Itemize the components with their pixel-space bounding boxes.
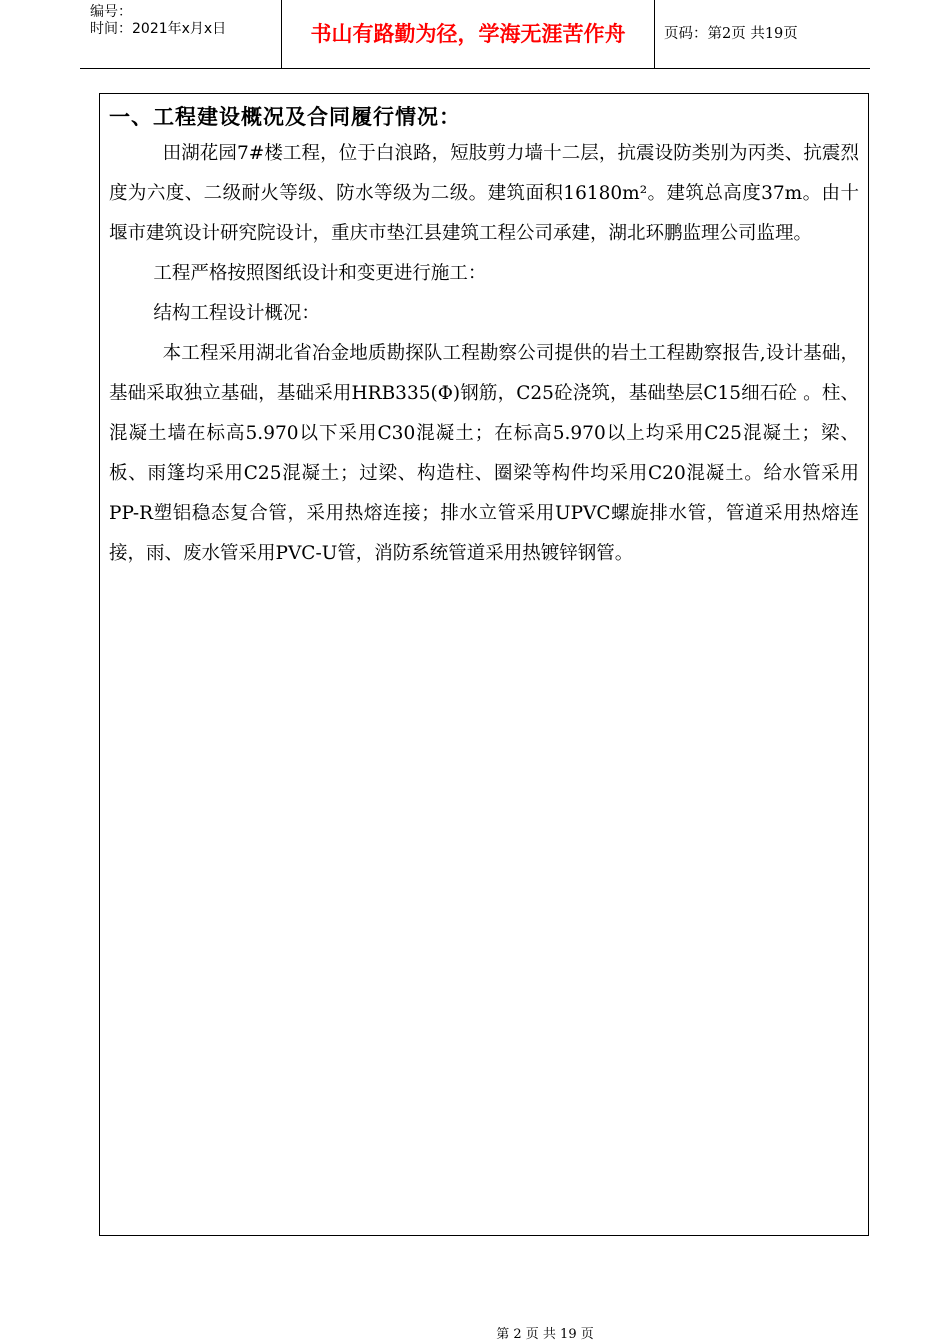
paragraph-construction-note: 工程严格按照图纸设计和变更进行施工：	[153, 263, 487, 284]
page-footer: 第 2 页 共 19 页	[496, 1327, 594, 1342]
page-header	[80, 0, 870, 69]
header-page-cell	[654, 0, 870, 68]
header-meta	[80, 0, 280, 68]
document-date: 时间：2021年x月x日	[90, 21, 227, 37]
header-page-info: 页码：第2页 共19页	[664, 26, 798, 42]
header-motto: 书山有路勤为径，学海无涯苦作舟	[310, 22, 626, 46]
document-number-label: 编号：	[90, 4, 132, 20]
header-motto-cell	[281, 0, 655, 68]
paragraph-structure-detail: 本工程采用湖北省冶金地质勘探队工程勘察公司提供的岩土工程勘察报告,设计基础，基础采取独立基础，基础采用HRB335(Φ)钢筋，C25砼浇筑，基础垫层C15细石砼 。柱、混凝土墙在标高5.970以下采用C30混凝土；在标高5.970以上均采用C25混凝土；梁、板、雨篷均采用C25混凝土；过梁、构造柱、圈梁等构件均采用C20混凝土。给水管采用PP-R塑铝稳态复合管，采用热熔连接；排水立管采用UPVC螺旋排水管，管道采用热熔连接，雨、废水管采用PVC-U管，消防系统管道采用热镀锌钢管。	[109, 343, 859, 564]
content-box	[99, 93, 869, 1236]
section-heading: 一、工程建设概况及合同履行情况：	[109, 105, 461, 129]
paragraph-structure-heading: 结构工程设计概况：	[153, 303, 320, 324]
paragraph-overview: 田湖花园7#楼工程，位于白浪路，短肢剪力墙十二层，抗震设防类别为丙类、抗震烈度为六度、二级耐火等级、防水等级为二级。建筑面积16180m²。建筑总高度37m。由十堰市建筑设计研究院设计，重庆市垫江县建筑工程公司承建，湖北环鹏监理公司监理。	[109, 143, 859, 244]
